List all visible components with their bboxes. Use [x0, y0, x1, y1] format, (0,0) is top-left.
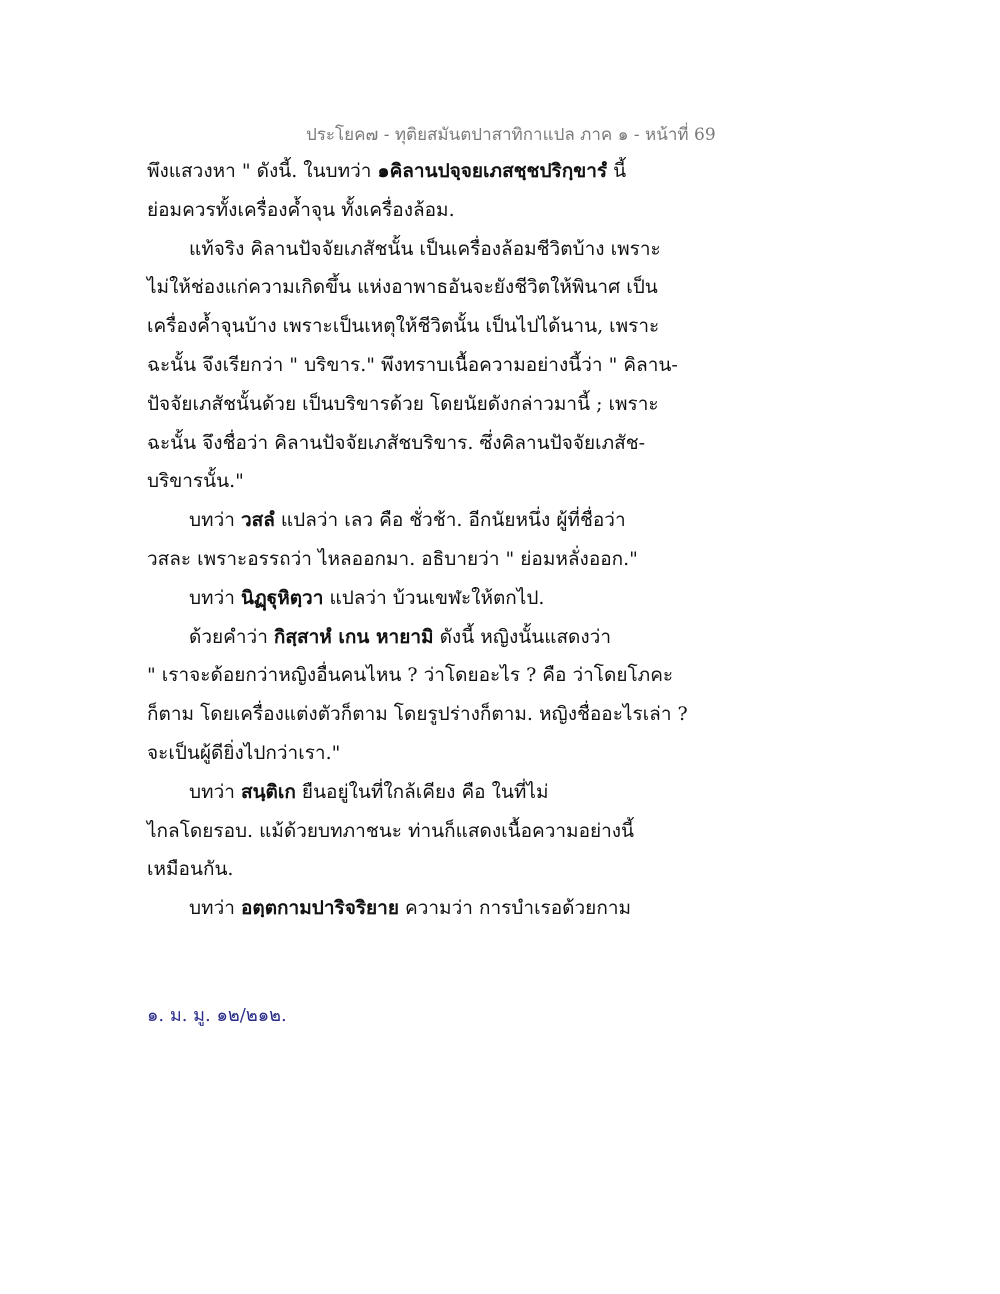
text-segment: จะเป็นผู้ดียิ่งไปกว่าเรา." [147, 741, 341, 764]
text-line [147, 307, 687, 346]
text-segment: ไม่ให้ช่องแก่ความเกิดขึ้น แห่งอาพาธอันจะยังชีวิตให้พินาศ เป็น [147, 276, 658, 299]
text-segment: บทว่า [189, 509, 241, 532]
text-segment: บทว่า [189, 586, 241, 609]
text-segment: บริขารนั้น." [147, 470, 244, 493]
text-line [147, 656, 687, 695]
text-line [147, 152, 687, 191]
text-line [147, 346, 687, 385]
text-segment: เหมือนกัน. [147, 858, 234, 881]
text-line [147, 889, 687, 928]
text-line [147, 812, 687, 851]
footnote: ๑. ม. มู. ๑๒/๒๑๒. [147, 1005, 287, 1026]
pali-term: ๑คิลานปจฺจยเภสชฺชปริกฺขารํ [377, 160, 608, 182]
text-segment: บทว่า [189, 780, 241, 803]
text-line [147, 268, 687, 307]
text-segment: บทว่า [189, 897, 241, 920]
text-line [147, 850, 687, 889]
text-line [147, 618, 687, 657]
body-text [147, 152, 687, 928]
text-segment: วสละ เพราะอรรถว่า ไหลออกมา. อธิบายว่า " ย่อมหลั่งออก." [147, 547, 638, 570]
text-line [147, 385, 687, 424]
text-segment: ฉะนั้น จึงชื่อว่า คิลานปัจจัยเภสัชบริขาร. ซึ่งคิลานปัจจัยเภสัช- [147, 431, 646, 454]
running-header: ประโยค๗ - ทุติยสมันตปาสาทิกาแปล ภาค ๑ - หน้าที่ 69 [306, 125, 716, 145]
text-segment: พึงแสวงหา " ดังนี้. ในบทว่า [147, 160, 378, 182]
text-segment: ความว่า การบำเรอด้วยกาม [398, 897, 632, 920]
text-segment: แปลว่า บ้วนเขฬะให้ตกไป. [323, 586, 545, 609]
text-segment: แท้จริง คิลานปัจจัยเภสัชนั้น เป็นเครื่องล้อมชีวิตบ้าง เพราะ [189, 237, 661, 260]
text-segment: เครื่องค้ำจุนบ้าง เพราะเป็นเหตุให้ชีวิตนั้น เป็นไปได้นาน, เพราะ [147, 315, 660, 338]
text-segment: ปัจจัยเภสัชนั้นด้วย เป็นบริขารด้วย โดยนัยดังกล่าวมานี้ ; เพราะ [147, 392, 659, 415]
text-segment: ยืนอยู่ในที่ใกล้เคียง คือ ในที่ไม่ [295, 780, 549, 803]
pali-term: สนฺติเก [240, 780, 296, 803]
text-line [147, 462, 687, 501]
text-line [147, 424, 687, 463]
pali-term: นิฏฺฐุหิตฺวา [240, 586, 324, 609]
text-segment: ก็ตาม โดยเครื่องแต่งตัวก็ตาม โดยรูปร่างก็ตาม. หญิงชื่ออะไรเล่า ? [147, 703, 688, 726]
text-line [147, 773, 687, 812]
text-segment: ฉะนั้น จึงเรียกว่า " บริขาร." พึงทราบเนื้อความอย่างนี้ว่า " คิลาน- [147, 353, 678, 376]
text-line [147, 540, 687, 579]
text-line [147, 191, 687, 230]
text-segment: " เราจะด้อยกว่าหญิงอื่นคนไหน ? ว่าโดยอะไร ? คือ ว่าโดยโภคะ [147, 664, 674, 687]
pali-term: อตฺตกามปาริจริยาย [240, 897, 399, 920]
text-segment: ดังนี้ หญิงนั้นแสดงว่า [433, 625, 611, 648]
text-line [147, 501, 687, 540]
pali-term: กิสฺสาหํ เกน หายามิ [273, 625, 434, 648]
text-segment: ด้วยคำว่า [189, 625, 274, 648]
text-line [147, 579, 687, 618]
text-line [147, 734, 687, 773]
text-segment: ไกลโดยรอบ. แม้ด้วยบทภาชนะ ท่านก็แสดงเนื้อความอย่างนี้ [147, 819, 635, 842]
text-line [147, 695, 687, 734]
text-segment: นี้ [607, 160, 627, 182]
text-segment: แปลว่า เลว คือ ชั่วช้า. อีกนัยหนึ่ง ผู้ที่ชื่อว่า [274, 509, 626, 532]
pali-term: วสลํ [240, 509, 275, 532]
text-line [147, 230, 687, 269]
text-segment: ย่อมควรทั้งเครื่องค้ำจุน ทั้งเครื่องล้อม. [147, 198, 455, 221]
